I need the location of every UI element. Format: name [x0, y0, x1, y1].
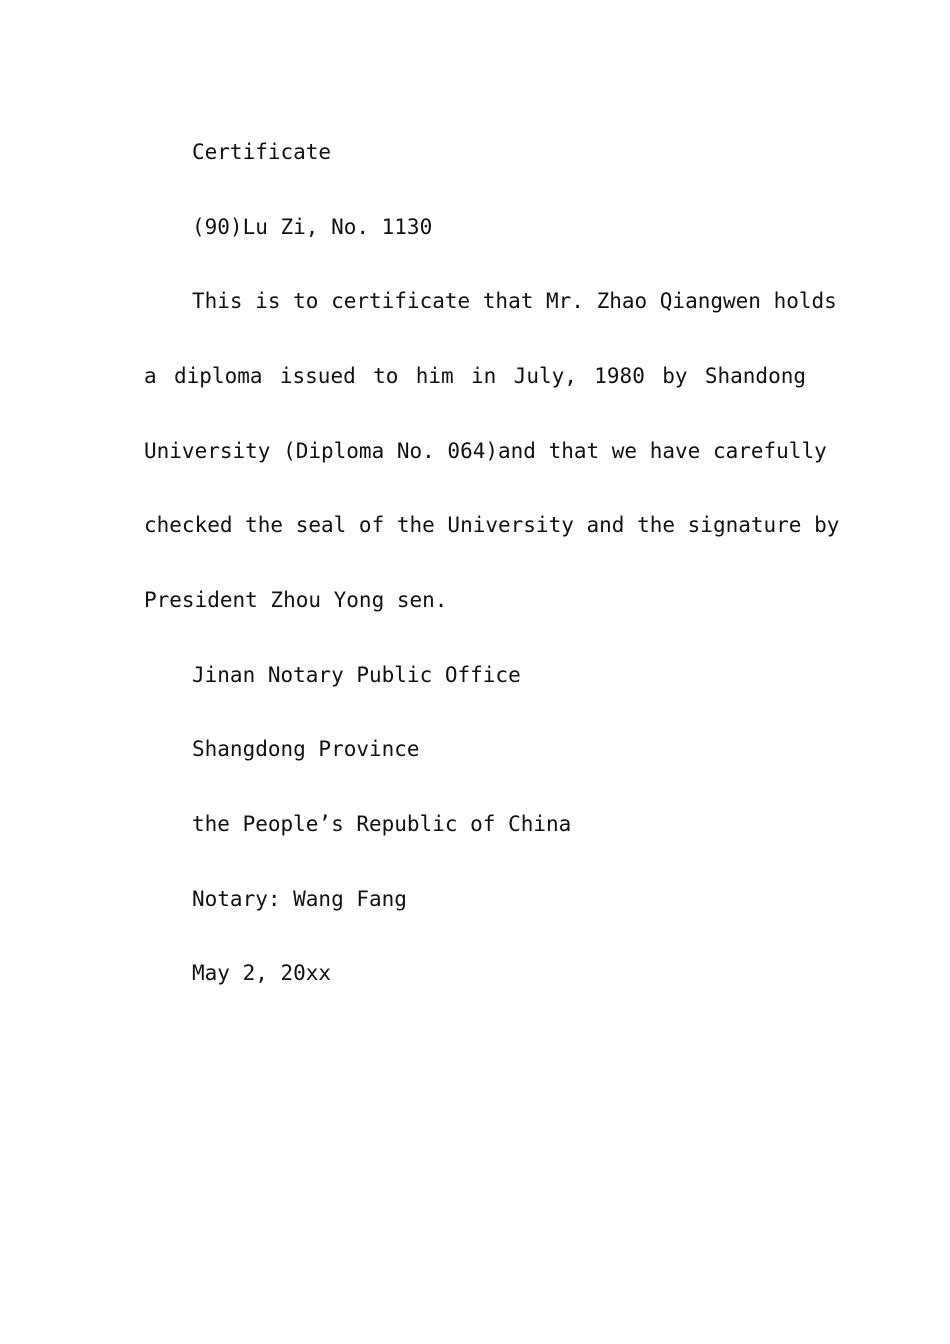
notary-name: Notary: Wang Fang [192, 887, 407, 911]
issue-date: May 2, 20xx [192, 961, 332, 985]
country: the People’s Republic of China [192, 812, 572, 836]
body-line-4: checked the seal of the University and the signature by [144, 513, 840, 537]
reference-number: (90)Lu Zi, No. 1130 [192, 215, 433, 239]
province: Shangdong Province [192, 737, 420, 761]
certificate-title: Certificate [192, 140, 332, 164]
body-line-1: This is to certificate that Mr. Zhao Qiangwen holds [192, 289, 837, 313]
body-line-2: a diploma issued to him in July, 1980 by Shandong [144, 364, 806, 388]
notary-office: Jinan Notary Public Office [192, 663, 521, 687]
body-line-3: University (Diploma No. 064)and that we have carefully [144, 439, 827, 463]
body-line-5: President Zhou Yong sen. [144, 588, 448, 612]
